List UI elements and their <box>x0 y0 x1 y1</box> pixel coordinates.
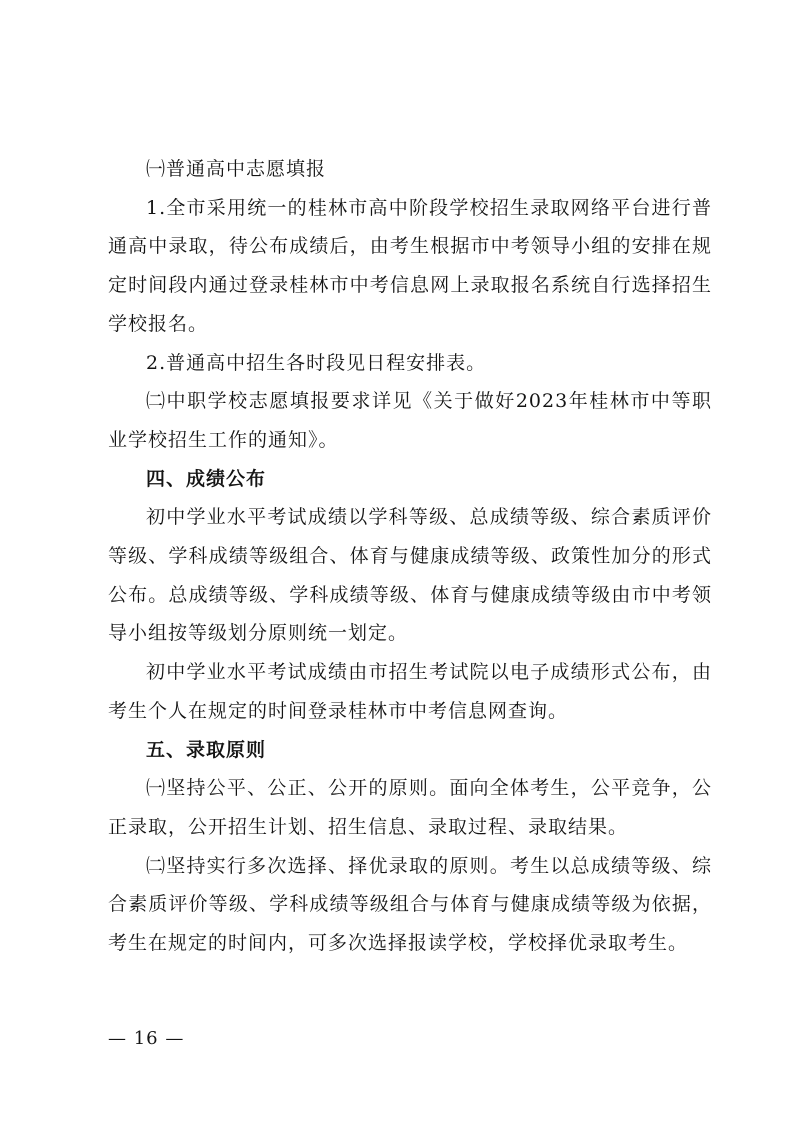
paragraph-3: 初中学业水平考试成绩以学科等级、总成绩等级、综合素质评价等级、学科成绩等级组合、体育与健康成绩等级、政策性加分的形式公布。总成绩等级、学科成绩等级、体育与健康成绩等级由市中考领导小组按等级划分原则统一划定。 <box>108 506 712 645</box>
principle-1: ㈠坚持公平、公正、公开的原则。面向全体考生，公平竞争，公正录取，公开招生计划、招生信息、录取过程、录取结果。 <box>108 777 712 838</box>
paragraph-4: 初中学业水平考试成绩由市招生考试院以电子成绩形式公布，由考生个人在规定的时间登录桂林市中考信息网查询。 <box>108 661 712 722</box>
paragraph-2: 2.普通高中招生各时段见日程安排表。 <box>146 351 487 374</box>
subsection-2: ㈡中职学校志愿填报要求详见《关于做好2023年桂林市中等职业学校招生工作的通知》。 <box>108 390 712 451</box>
document-body <box>108 150 712 963</box>
page-number: — 16 — <box>108 1028 185 1049</box>
section-heading-4: 四、成绩公布 <box>146 467 267 490</box>
subsection-1-title: ㈠普通高中志愿填报 <box>146 158 327 180</box>
principle-2: ㈡坚持实行多次选择、择优录取的原则。考生以总成绩等级、综合素质评价等级、学科成绩等级组合与体育与健康成绩等级为依据，考生在规定的时间内，可多次选择报读学校，学校择优录取考生。 <box>108 854 712 955</box>
paragraph-1: 1.全市采用统一的桂林市高中阶段学校招生录取网络平台进行普通高中录取，待公布成绩后，由考生根据市中考领导小组的安排在规定时间段内通过登录桂林市中考信息网上录取报名系统自行选择招生学校报名。 <box>108 196 712 335</box>
section-heading-5: 五、录取原则 <box>146 738 267 761</box>
